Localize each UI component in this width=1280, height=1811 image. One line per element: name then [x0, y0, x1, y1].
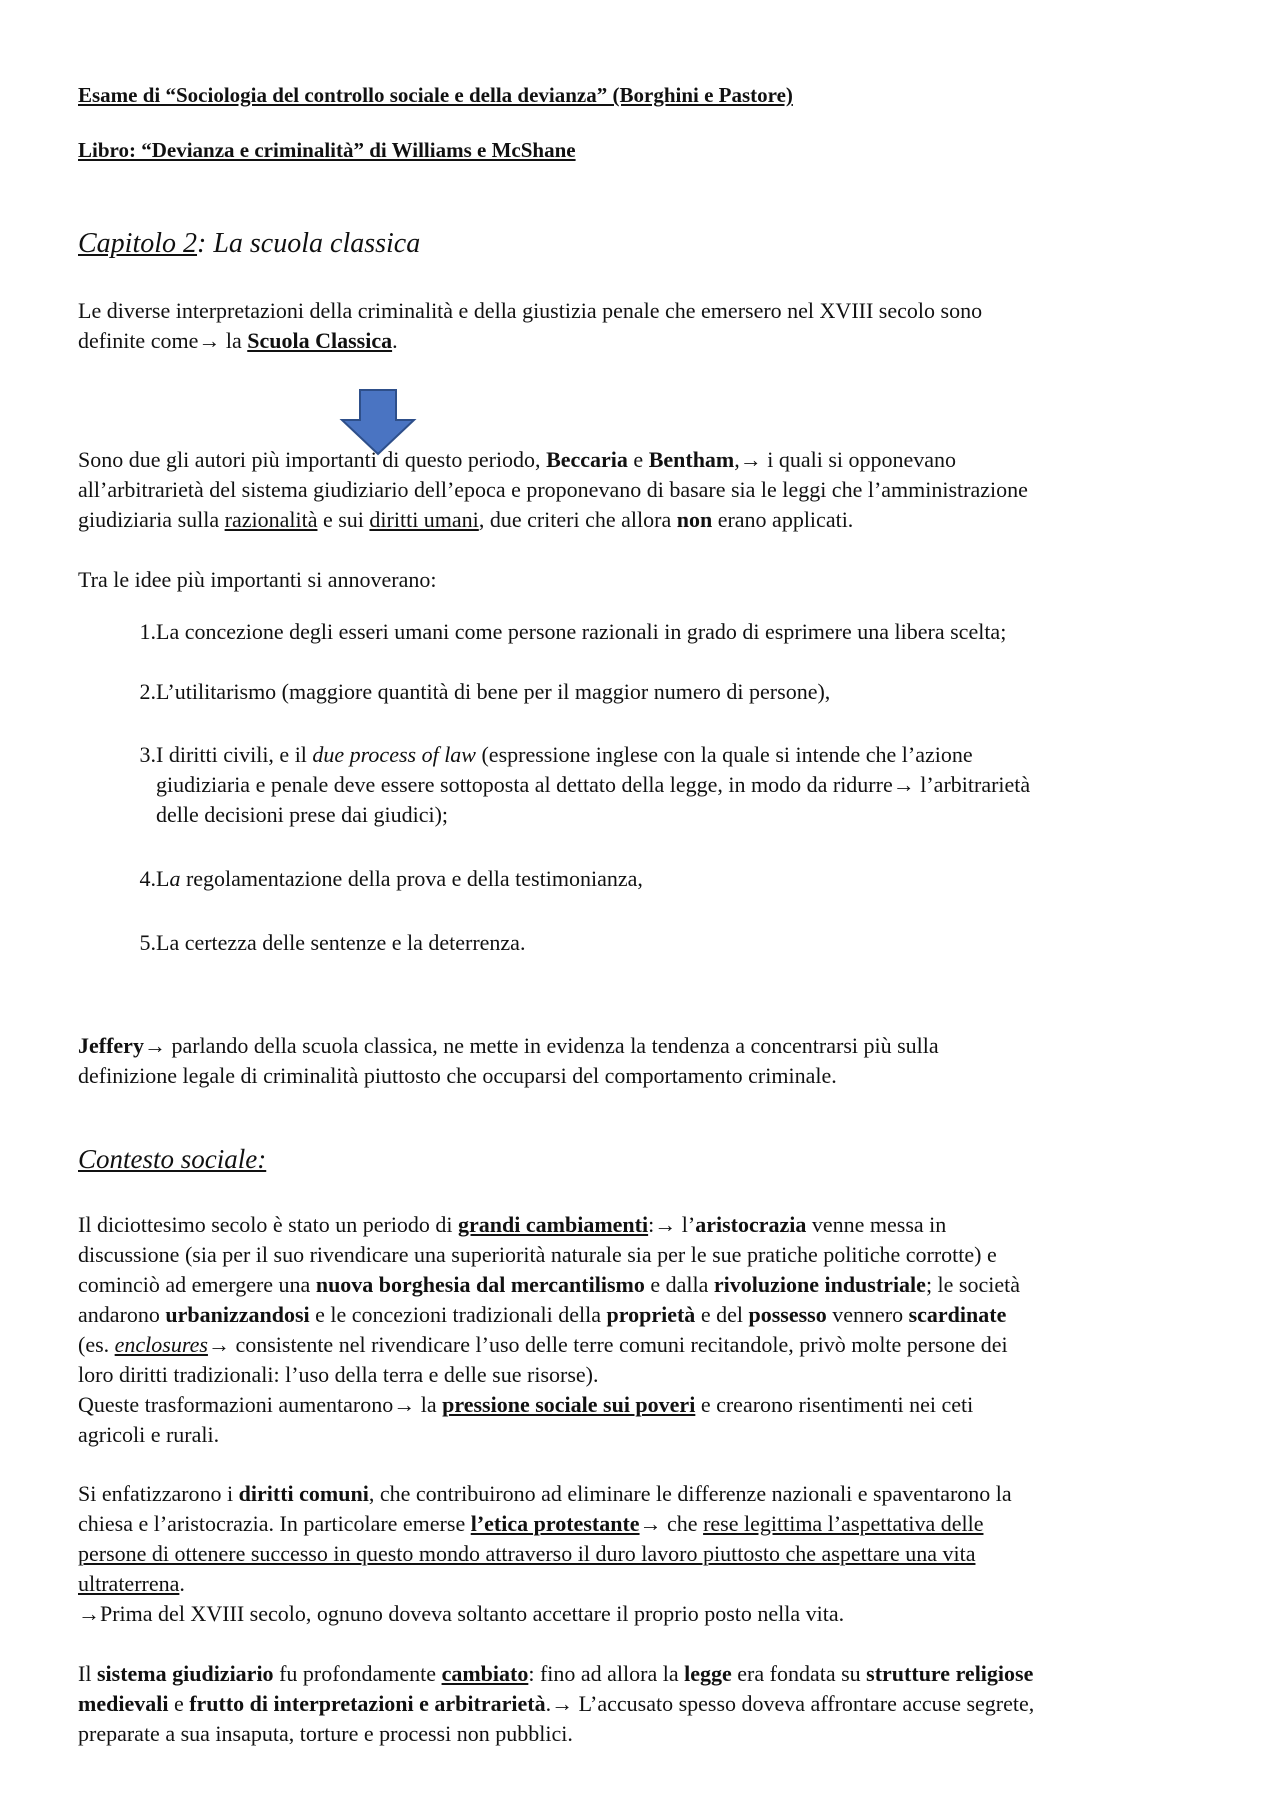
arrow-icon: →	[654, 1212, 677, 1237]
arrow-icon: →	[143, 1033, 166, 1058]
contesto-line: loro diritti tradizionali: l’uso della terra e delle sue risorse).	[78, 1362, 599, 1387]
intro-line-2: definite come→ la Scuola Classica.	[78, 328, 398, 353]
intro-line-1: Le diverse interpretazioni della criminalità e della giustizia penale che emersero nel XVIII secolo sono	[78, 298, 983, 323]
contesto-line: preparate a sua insaputa, torture e processi non pubblici.	[78, 1721, 573, 1746]
ideas-intro: Tra le idee più importanti si annoverano:	[78, 567, 437, 592]
contesto-line: andarono urbanizzandosi e le concezioni tradizionali della proprietà e del possesso vennero scardinate	[78, 1302, 1007, 1327]
author-beccaria: Beccaria	[546, 447, 628, 472]
authors-line-3: giudiziaria sulla razionalità e sui diritti umani, due criteri che allora non erano applicati.	[78, 507, 854, 532]
arrow-icon: →	[198, 328, 221, 353]
contesto-line: agricoli e rurali.	[78, 1422, 220, 1447]
contesto-line: cominciò ad emergere una nuova borghesia dal mercantilismo e dalla rivoluzione industriale; le società	[78, 1272, 1021, 1297]
author-jeffery: Jeffery	[78, 1033, 144, 1058]
contesto-line: ultraterrena.	[78, 1571, 185, 1596]
contesto-line: medievali e frutto di interpretazioni e arbitrarietà.→ L’accusato spesso doveva affrontare accuse segrete,	[78, 1691, 1035, 1716]
authors-line-2: all’arbitrarietà del sistema giudiziario dell’epoca e proponevano di basare sia le leggi che l’amministrazione	[78, 477, 1028, 502]
contesto-line: Il sistema giudiziario fu profondamente cambiato: fino ad allora la legge era fondata su strutture religiose	[78, 1661, 1034, 1686]
authors-line-1: Sono due gli autori più importanti di questo periodo, Beccaria e Bentham,→ i quali si opponevano	[78, 447, 957, 472]
arrow-icon: →	[78, 1601, 100, 1626]
contesto-line: →Prima del XVIII secolo, ognuno doveva soltanto accettare il proprio posto nella vita.	[78, 1601, 845, 1626]
contesto-line: Si enfatizzarono i diritti comuni, che contribuirono ad eliminare le differenze nazionali e spaventarono la	[78, 1481, 1012, 1506]
contesto-line: chiesa e l’aristocrazia. In particolare emerse l’etica protestante→ che rese legittima l’aspettativa delle	[78, 1511, 984, 1536]
jeffery-line-2: definizione legale di criminalità piuttosto che occuparsi del comportamento criminale.	[78, 1063, 837, 1088]
chapter-heading	[78, 226, 1208, 262]
exam-title: Esame di “Sociologia del controllo sociale e della devianza” (Borghini e Pastore)	[78, 83, 793, 107]
section-heading-contesto: Contesto sociale:	[78, 1144, 267, 1174]
term-scuola-classica: Scuola Classica	[247, 328, 393, 353]
arrow-icon: →	[892, 772, 915, 797]
arrow-icon: →	[207, 1332, 230, 1357]
arrow-icon: →	[551, 1691, 574, 1716]
arrow-icon: →	[393, 1392, 416, 1417]
contesto-line: persone di ottenere successo in questo mondo attraverso il duro lavoro piuttosto che aspettare una vita	[78, 1541, 976, 1566]
arrow-icon: →	[739, 447, 762, 472]
arrow-icon: →	[639, 1511, 662, 1536]
contesto-line: discussione (sia per il suo rivendicare una superiorità naturale sia per le sue pratiche politiche corrotte) e	[78, 1242, 997, 1267]
contesto-line: (es. enclosures→ consistente nel rivendicare l’uso delle terre comuni recitandole, privò molte persone dei	[78, 1332, 1008, 1357]
jeffery-line-1: Jeffery→ parlando della scuola classica, ne mette in evidenza la tendenza a concentrarsi più sulla	[78, 1033, 939, 1058]
contesto-line: Il diciottesimo secolo è stato un periodo di grandi cambiamenti:→ l’aristocrazia venne messa in	[78, 1212, 947, 1237]
chapter-label: Capitolo 2	[78, 228, 198, 259]
book-title: Libro: “Devianza e criminalità” di Williams e McShane	[78, 138, 576, 162]
chapter-title: : La scuola classica	[197, 228, 421, 259]
author-bentham: Bentham	[648, 447, 735, 472]
contesto-line: Queste trasformazioni aumentarono→ la pressione sociale sui poveri e crearono risentimenti nei ceti	[78, 1392, 974, 1417]
